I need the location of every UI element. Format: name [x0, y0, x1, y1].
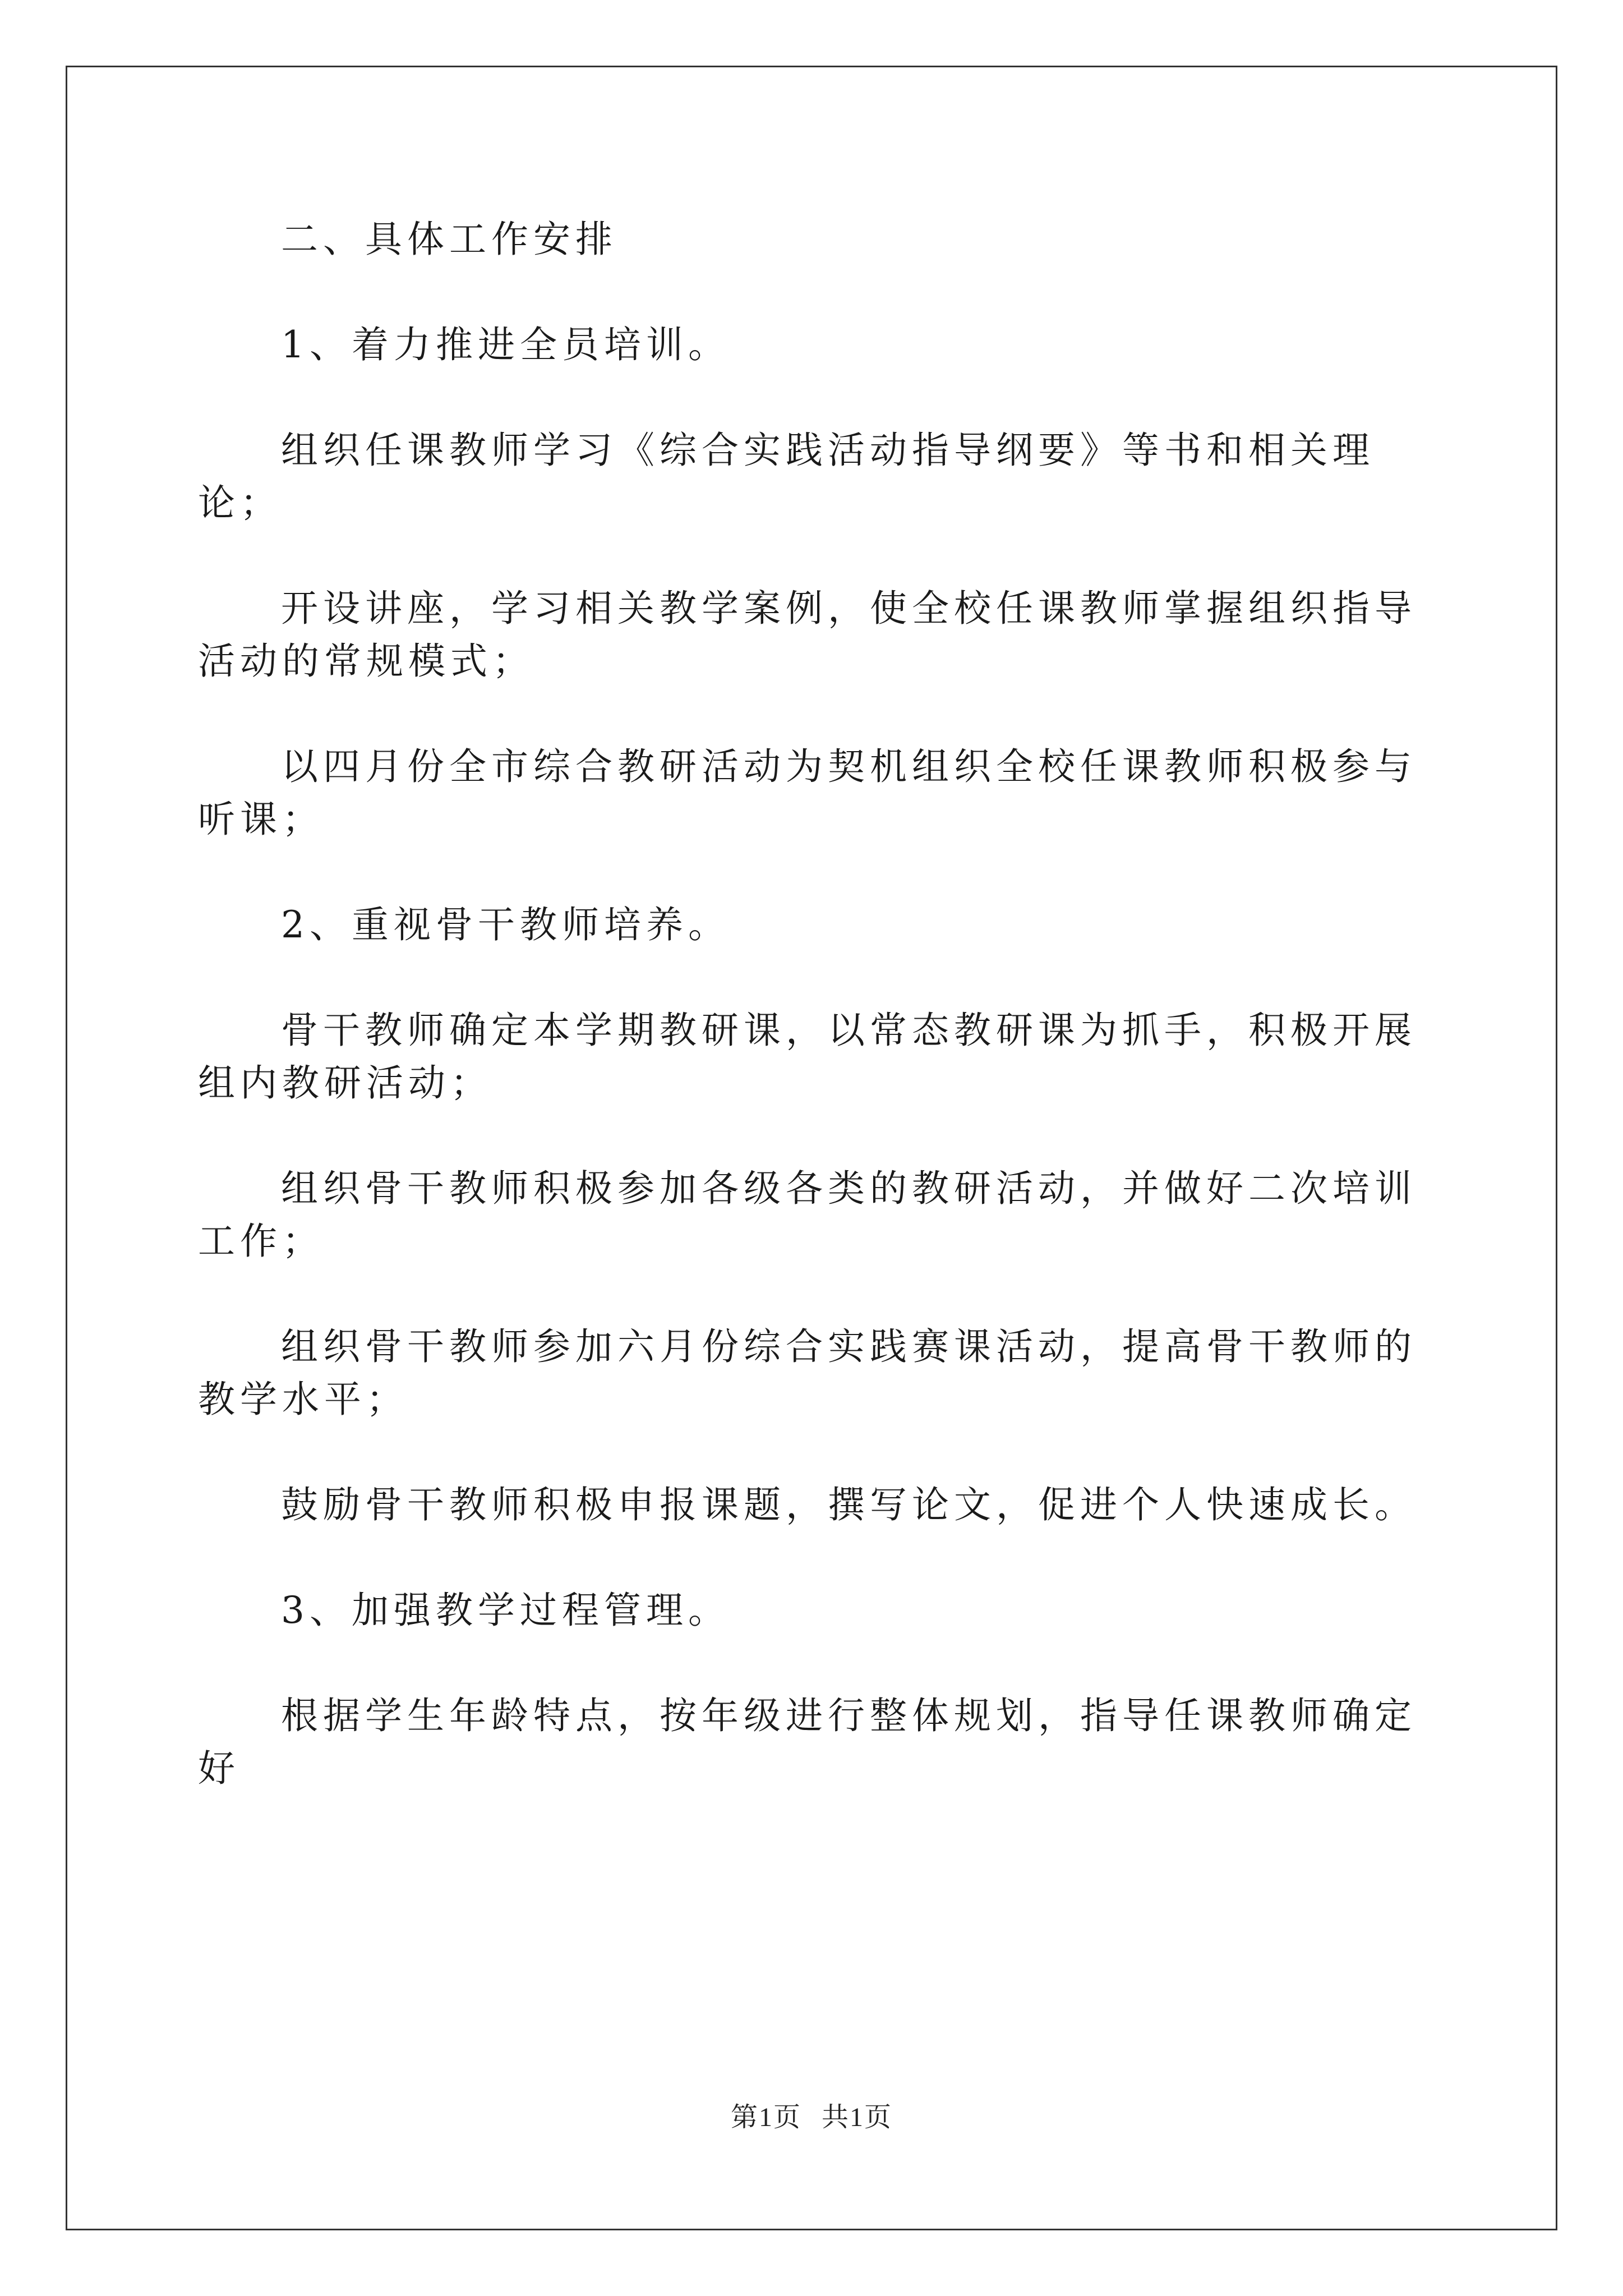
paragraph: 根据学生年龄特点，按年级进行整体规划，指导任课教师确定好 — [198, 1694, 1417, 1790]
paragraph: 以四月份全市综合教研活动为契机组织全校任课教师积极参与听课； — [198, 745, 1417, 841]
item-heading: 2、重视骨干教师培养。 — [281, 903, 730, 946]
paragraph: 组织骨干教师参加六月份综合实践赛课活动，提高骨干教师的教学水平； — [198, 1325, 1417, 1421]
paragraph: 组织任课教师学习《综合实践活动指导纲要》等书和相关理论； — [198, 429, 1375, 524]
paragraph: 开设讲座，学习相关教学案例，使全校任课教师掌握组织指导活动的常规模式； — [198, 587, 1417, 683]
paragraph: 鼓励骨干教师积极申报课题，撰写论文，促进个人快速成长。 — [281, 1483, 1417, 1526]
page-number: 第1页 — [730, 2102, 801, 2132]
section-heading: 二、具体工作安排 — [281, 218, 617, 261]
item-heading: 1、着力推进全员培训。 — [281, 323, 730, 366]
page-footer — [0, 2095, 1623, 2134]
page-total: 共1页 — [822, 2102, 893, 2132]
paragraph: 骨干教师确定本学期教研课，以常态教研课为抓手，积极开展组内教研活动； — [198, 1009, 1417, 1105]
paragraph: 组织骨干教师积极参加各级各类的教研活动，并做好二次培训工作； — [198, 1167, 1417, 1263]
document-body — [198, 213, 1432, 1848]
item-heading: 3、加强教学过程管理。 — [281, 1589, 730, 1632]
